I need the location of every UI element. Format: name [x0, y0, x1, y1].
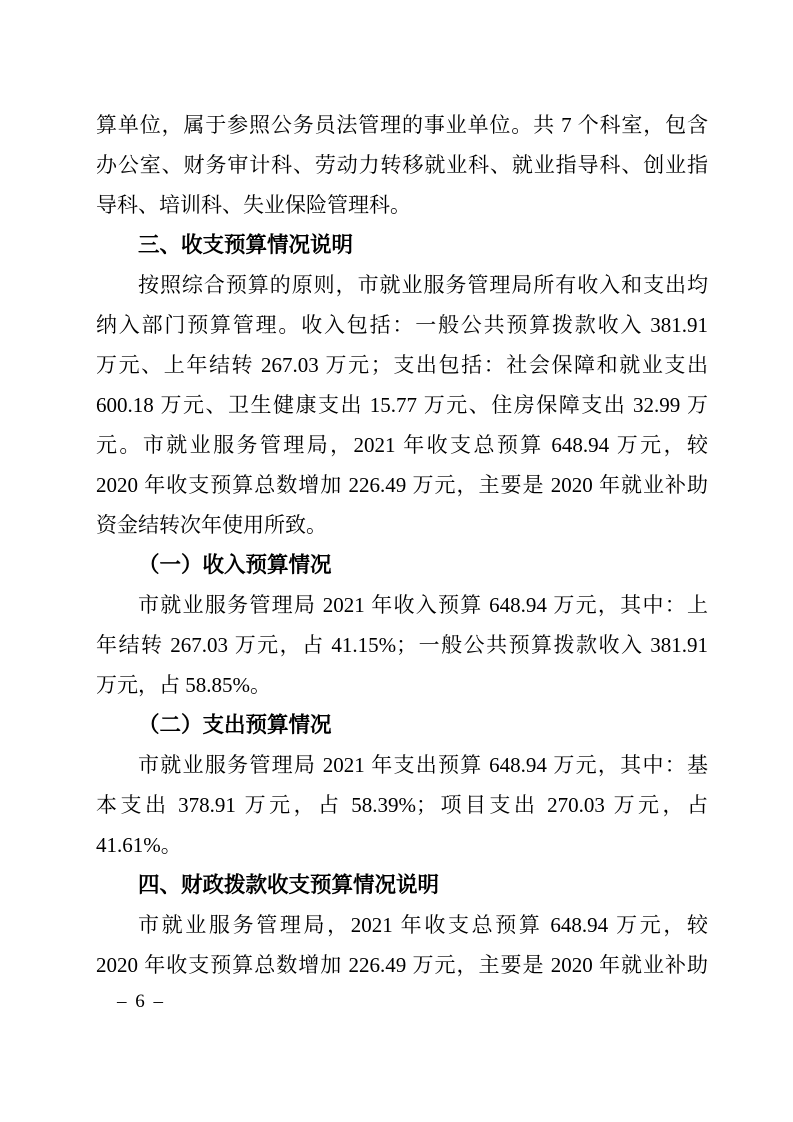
body-line: 算单位，属于参照公务员法管理的事业单位。共 7 个科室，包含	[96, 113, 708, 137]
body-line: 年结转 267.03 万元，占 41.15%；一般公共预算拨款收入 381.91	[96, 633, 708, 657]
paragraph-organization	[96, 105, 708, 225]
body-line: 万元，占 58.85%。	[96, 673, 271, 697]
body-line: 市就业服务管理局，2021 年收支总预算 648.94 万元，较	[138, 913, 708, 937]
paragraph-expense	[96, 745, 708, 865]
body-line: 资金结转次年使用所致。	[96, 513, 327, 537]
body-line: 600.18 万元、卫生健康支出 15.77 万元、住房保障支出 32.99 万	[96, 393, 708, 417]
body-line: 万元、上年结转 267.03 万元；支出包括：社会保障和就业支出	[96, 353, 708, 377]
section-heading-income: （一）收入预算情况	[138, 553, 332, 577]
body-line: 导科、培训科、失业保险管理科。	[96, 193, 411, 217]
body-line: 市就业服务管理局 2021 年支出预算 648.94 万元，其中：基	[138, 753, 708, 777]
body-line: 41.61%。	[96, 833, 182, 857]
body-line: 2020 年收支预算总数增加 226.49 万元，主要是 2020 年就业补助	[96, 473, 708, 497]
body-line: 元。市就业服务管理局，2021 年收支总预算 648.94 万元，较	[96, 433, 708, 457]
page-number: – 6 –	[117, 991, 165, 1012]
page-content	[96, 105, 708, 985]
body-line: 办公室、财务审计科、劳动力转移就业科、就业指导科、创业指	[96, 153, 708, 177]
body-line: 市就业服务管理局 2021 年收入预算 648.94 万元，其中：上	[138, 593, 708, 617]
section-heading-expense: （二）支出预算情况	[138, 713, 332, 737]
body-line: 按照综合预算的原则，市就业服务管理局所有收入和支出均	[138, 273, 708, 297]
paragraph-budget-overview	[96, 265, 708, 545]
paragraph-income	[96, 585, 708, 705]
section-heading-budget-overview: 三、收支预算情况说明	[138, 233, 354, 257]
section-heading-fiscal: 四、财政拨款收支预算情况说明	[138, 873, 440, 897]
paragraph-fiscal	[96, 905, 708, 985]
body-line: 纳入部门预算管理。收入包括：一般公共预算拨款收入 381.91	[96, 313, 708, 337]
body-line: 本支出 378.91 万元，占 58.39%；项目支出 270.03 万元，占	[96, 793, 708, 817]
body-line: 2020 年收支预算总数增加 226.49 万元，主要是 2020 年就业补助	[96, 953, 708, 977]
